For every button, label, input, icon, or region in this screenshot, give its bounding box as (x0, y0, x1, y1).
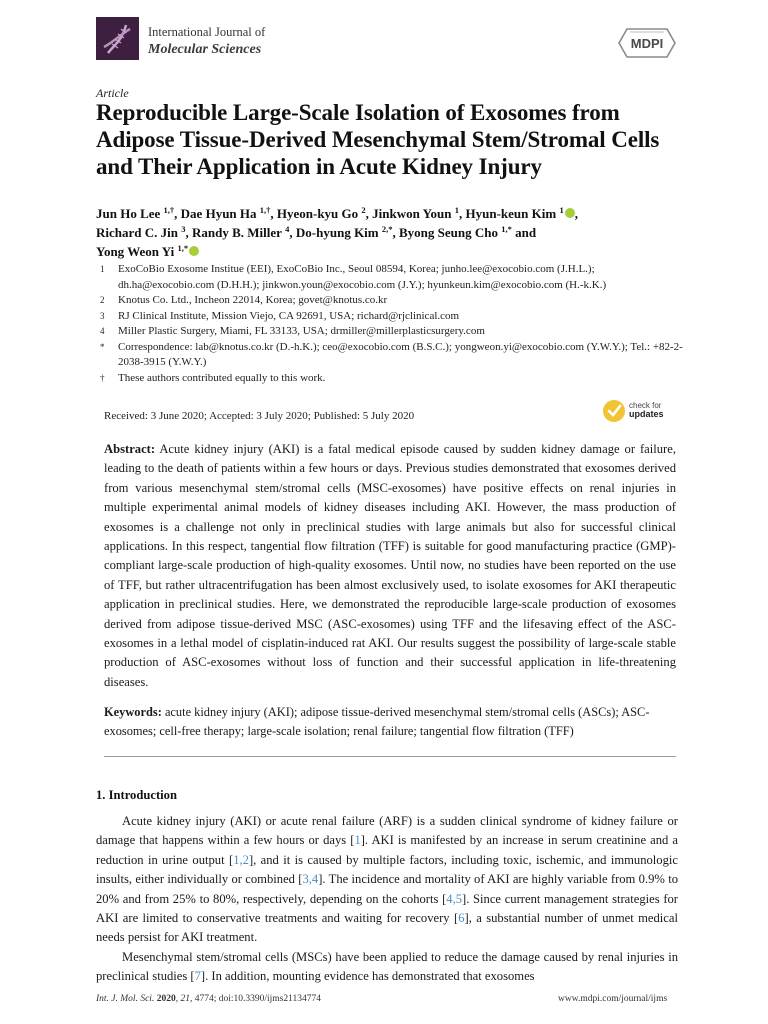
orcid-icon[interactable] (565, 208, 575, 218)
section-divider (104, 756, 676, 757)
correspondence-item: * Correspondence: lab@knotus.co.kr (D.-h.K.); ceo@exocobio.com (B.S.C.); yongweon.yi@exocobio.com (Y.W.Y.); Tel.: +82-2-2038-3915 (Y.W.Y.) (100, 340, 683, 368)
journal-url-link[interactable]: www.mdpi.com/journal/ijms (558, 994, 668, 1004)
abstract (104, 440, 676, 692)
section-heading-introduction: 1. Introduction (96, 788, 177, 802)
affiliations (96, 262, 686, 386)
journal-logo (96, 17, 139, 60)
citation-link[interactable]: 3,4 (302, 872, 319, 887)
citation-link[interactable]: 4,5 (446, 891, 463, 906)
citation-link[interactable]: 1,2 (233, 852, 249, 867)
article-title: Reproducible Large-Scale Isolation of Exosomes from Adipose Tissue-Derived Mesenchymal Stem/Stromal Cells and Their Application in Acute Kidney Injury (96, 100, 660, 179)
doi[interactable]: , 4774; doi:10.3390/ijms21134774 (189, 994, 322, 1004)
author[interactable]: Randy B. Miller $^4$ (191, 224, 290, 240)
dna-helix-icon (96, 17, 139, 60)
introduction-body (96, 812, 678, 987)
citation-link[interactable]: 1 (354, 833, 361, 848)
check-updates-line1: check for (629, 401, 662, 410)
affiliation-item: 1 ExoCoBio Exosome Institue (EEI), ExoCoBio Inc., Seoul 08594, Korea; junho.lee@exocobio.com (J.H.L.); dh.ha@exocobio.com (D.H.H.); jinkwon.youn@exocobio.com (J.Y.); hyunkeun.kim@exocobio.com (H.-k.K.) (100, 263, 607, 291)
mdpi-logo (617, 27, 677, 59)
and-word: and (515, 225, 537, 240)
footer-citation: Int. J. Mol. Sci. 2020, 21, 4774; doi:10.3390/ijms21134774 (96, 994, 322, 1004)
citation-link[interactable]: 7 (194, 969, 201, 984)
author[interactable]: Do-hyung Kim $^{2,*}$ (295, 224, 393, 240)
keywords-label: Keywords: (104, 705, 162, 719)
journal-name-line2: Molecular Sciences (148, 42, 262, 57)
author[interactable]: Jinkwon Youn $^1$ (372, 205, 460, 221)
journal-name (148, 24, 265, 58)
keywords-text: acute kidney injury (AKI); adipose tissue-derived mesenchymal stem/stromal cells (ASCs); ASC-exosomes; cell-free therapy; large-scale isolation; renal failure; tangential flow filtration (TFF) (104, 705, 650, 739)
citation-link[interactable]: 6 (458, 911, 465, 926)
author[interactable]: Richard C. Jin $^3$ (96, 224, 186, 240)
orcid-icon[interactable] (189, 246, 199, 256)
author[interactable]: Yong Weon Yi $^{1,*}$ (96, 244, 199, 259)
abstract-label: Abstract: (104, 442, 156, 456)
abstract-text: Acute kidney injury (AKI) is a fatal medical episode caused by sudden kidney damage or failure, leading to the death of patients within a few hours or days. Previous studies demonstrated that exosomes derived from various mesenchymal stem/stromal cells (MSC-exosomes) have positive effects on renal injuries in multiple experimental animal models of kidney diseases including AKI. However, the mass production of exosomes is a challenge not only in preclinical studies with large animals but also for successful clinical applications. In this respect, tangential flow filtration (TFF) is suitable for good manufacturing practice (GMP)-compliant large-scale production of high-quality exosomes. Until now, no studies have been reported on the use of TFF, but rather ultracentrifugation has been almost exclusively used, to isolate exosomes for AKI therapeutic application in preclinical studies. Here, we demonstrated the reproducible large-scale production of exosomes derived from adipose tissue-derived MSC (ASC-exosomes) using TFF and the lifesaving effect of the ASC-exosomes in a lethal model of cisplatin-induced rat AKI. Our results suggest the possibility of large-scale stable production of ASC-exosomes without loss of function and their successful application in life-threatening diseases. (104, 442, 676, 689)
author[interactable]: Jun Ho Lee $^{1,\dagger}$ (96, 205, 175, 221)
author[interactable]: Hyeon-kyu Go $^2$ (276, 205, 366, 221)
affiliation-item: 2 Knotus Co. Ltd., Incheon 22014, Korea; govet@knotus.co.kr (100, 294, 388, 306)
mdpi-hexagon-icon (617, 27, 677, 59)
author[interactable]: Byong Seung Cho $^{1,*}$ (399, 224, 512, 240)
paragraph: Acute kidney injury (AKI) or acute renal failure (ARF) is a sudden clinical syndrome of kidney failure or damage that happens within a few hours or days [1]. AKI is manifested by an increase in serum creatinine and a reduction in urine output [1,2], and it is caused by multiple factors, including toxic, ischemic, and immunologic insults, either individually or combined [3,4]. The incidence and mortality of AKI are highly variable from 0.9% to 20% and from 25% to 80%, respectively, depending on the cohorts [4,5]. Since current management strategies for AKI are limited to conservative treatments and waiting for recovery [6], a substantial number of unmet medical needs persist for AKI treatment. (96, 814, 678, 945)
check-updates-line2: updates (629, 409, 664, 419)
author[interactable]: Hyun-keun Kim $^1$ (466, 206, 575, 221)
author-list: Jun Ho Lee $^{1,\dagger}$, Dae Hyun Ha $^{1,\dagger}$, Hyeon-kyu Go $^2$, Jinkwon Youn $^1$, Hyun-keun Kim $^1$ , Richard C. Jin $^3$, Randy B. Miller $^4$, Do-hyung Kim $^{2,*}$, Byong Seung Cho $^{1,*}$ and Yong Weon Yi $^{1,*}$ (96, 205, 578, 259)
check-for-updates-button[interactable] (603, 399, 679, 425)
checkmark-icon (603, 400, 625, 422)
equal-contribution-note: † These authors contributed equally to this work. (100, 371, 326, 384)
journal-name-line1: International Journal of (148, 25, 266, 39)
keywords (104, 703, 678, 742)
affiliation-item: 3 RJ Clinical Institute, Mission Viejo, CA 92691, USA; richard@rjclinical.com (100, 309, 460, 322)
svg-text:MDPI: MDPI (630, 36, 664, 51)
article-type: Article (96, 86, 129, 100)
affiliation-item: 4 Miller Plastic Surgery, Miami, FL 33133, USA; drmiller@millerplasticsurgery.com (100, 325, 485, 337)
publication-dates: Received: 3 June 2020; Accepted: 3 July 2020; Published: 5 July 2020 (104, 410, 415, 422)
author[interactable]: Dae Hyun Ha $^{1,\dagger}$ (180, 205, 271, 221)
paragraph: Mesenchymal stem/stromal cells (MSCs) have been applied to reduce the damage caused by renal injuries in preclinical studies [7]. In addition, mounting evidence has demonstrated that exosomes (96, 949, 678, 984)
